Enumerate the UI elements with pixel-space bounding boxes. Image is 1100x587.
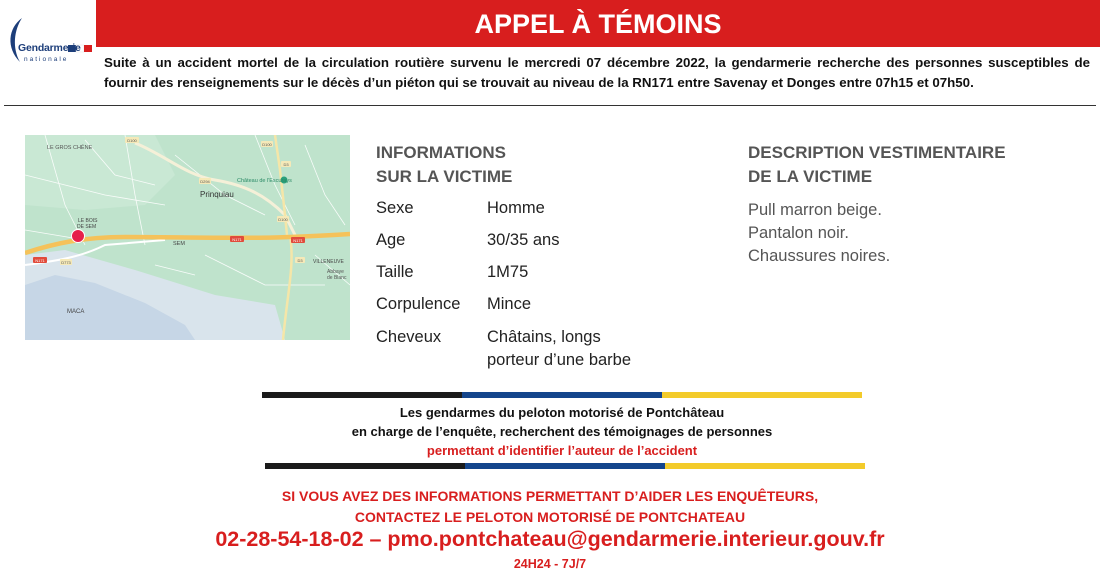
- road-text-d3-2: D3: [297, 258, 303, 263]
- victim-info-title-line1: INFORMATIONS: [376, 143, 507, 162]
- victim-info-title-line2: SUR LA VICTIME: [376, 167, 513, 186]
- map-label-maca: MACA: [67, 309, 85, 315]
- map-label-abbaye-2: de Blanc: [327, 275, 347, 281]
- map-label-bois-de-sem-2: DE SEM: [77, 224, 97, 230]
- map-label-prinquiau: Prinquiau: [200, 190, 234, 199]
- intro-paragraph: Suite à un accident mortel de la circulation routière survenu le mercredi 07 décembre 2022, la gendarmerie recherche des personnes susceptibles de fournir des renseignements sur le décès d’un piéton qui se trouvait au niveau de la RN171 entre Savenay et Donges entre 07h15 et 07h50.: [104, 55, 1090, 90]
- clothing-item: Pantalon noir.: [748, 224, 849, 242]
- road-text-d773: D773: [61, 260, 71, 265]
- map-label-bois-de-sem-1: LE BOIS: [78, 218, 98, 224]
- info-value: porteur d’une barbe: [487, 351, 632, 369]
- road-text-d100-2: D100: [262, 142, 272, 147]
- map-label-villeneuve: VILLENEUVE: [313, 259, 344, 265]
- logo-text-nationale: nationale: [24, 56, 69, 63]
- cta-line1: SI VOUS AVEZ DES INFORMATIONS PERMETTANT D’AIDER LES ENQUÊTEURS,: [281, 488, 819, 504]
- road-text-n171-2: N171: [293, 238, 303, 243]
- notice-line3: permettant d’identifier l’auteur de l’accident: [426, 443, 698, 458]
- clothing-title: [748, 141, 1006, 189]
- map-label-sem: SEM: [173, 241, 185, 247]
- logo-text-gendarmerie: Gendarmerie: [18, 42, 81, 54]
- tricolor-stripe-top: [262, 392, 862, 398]
- info-value: 30/35 ans: [487, 231, 560, 249]
- clothing-item: Pull marron beige.: [748, 201, 882, 219]
- clothing-title-line2: DE LA VICTIME: [748, 167, 873, 186]
- info-value: 1M75: [487, 263, 529, 281]
- call-to-action: [0, 486, 1100, 528]
- map-label-gros-chene: LE GROS CHÊNE: [47, 145, 93, 151]
- page-title: APPEL À TÉMOINS: [96, 0, 1100, 47]
- clothing-title-line1: DESCRIPTION VESTIMENTAIRE: [748, 143, 1006, 162]
- availability-hours: 24H24 - 7J/7: [513, 557, 587, 571]
- info-value: Châtains, longs: [487, 328, 601, 346]
- info-label: Taille: [376, 263, 414, 281]
- info-label: Sexe: [376, 199, 414, 217]
- gendarmerie-logo: [6, 10, 94, 80]
- header-divider: [4, 105, 1096, 106]
- contact-info: 02-28-54-18-02 – pmo.pontchateau@gendarmerie.interieur.gouv.fr: [215, 527, 885, 551]
- road-text-n171-3: N171: [35, 258, 45, 263]
- clothing-item: Chaussures noires.: [748, 247, 891, 265]
- investigation-notice: [262, 403, 862, 460]
- clothing-list: [748, 199, 890, 268]
- road-text-n171-1: N171: [232, 237, 242, 242]
- info-label: Cheveux: [376, 328, 442, 346]
- road-text-d294: D294: [200, 179, 210, 184]
- cta-line2: CONTACTEZ LE PELOTON MOTORISÉ DE PONTCHATEAU: [354, 509, 746, 525]
- road-text-d100-3: D100: [278, 217, 288, 222]
- info-value: Mince: [487, 295, 532, 313]
- map-label-abbaye-1: Abbaye: [327, 269, 344, 275]
- accident-location-map: [25, 135, 350, 340]
- info-value: Homme: [487, 199, 545, 217]
- info-label: Age: [376, 231, 406, 249]
- info-label: Corpulence: [376, 295, 461, 313]
- road-text-d100-1: D100: [127, 138, 137, 143]
- road-text-d3-1: D3: [283, 162, 289, 167]
- victim-info-title: [376, 141, 512, 189]
- tricolor-stripe-bottom: [265, 463, 865, 469]
- map-label-chateau: Château de l'Escurays: [237, 178, 292, 184]
- notice-line2: en charge de l’enquête, recherchent des témoignages de personnes: [351, 424, 773, 439]
- accident-marker-icon: [72, 230, 85, 243]
- notice-line1: Les gendarmes du peloton motorisé de Pontchâteau: [399, 405, 725, 420]
